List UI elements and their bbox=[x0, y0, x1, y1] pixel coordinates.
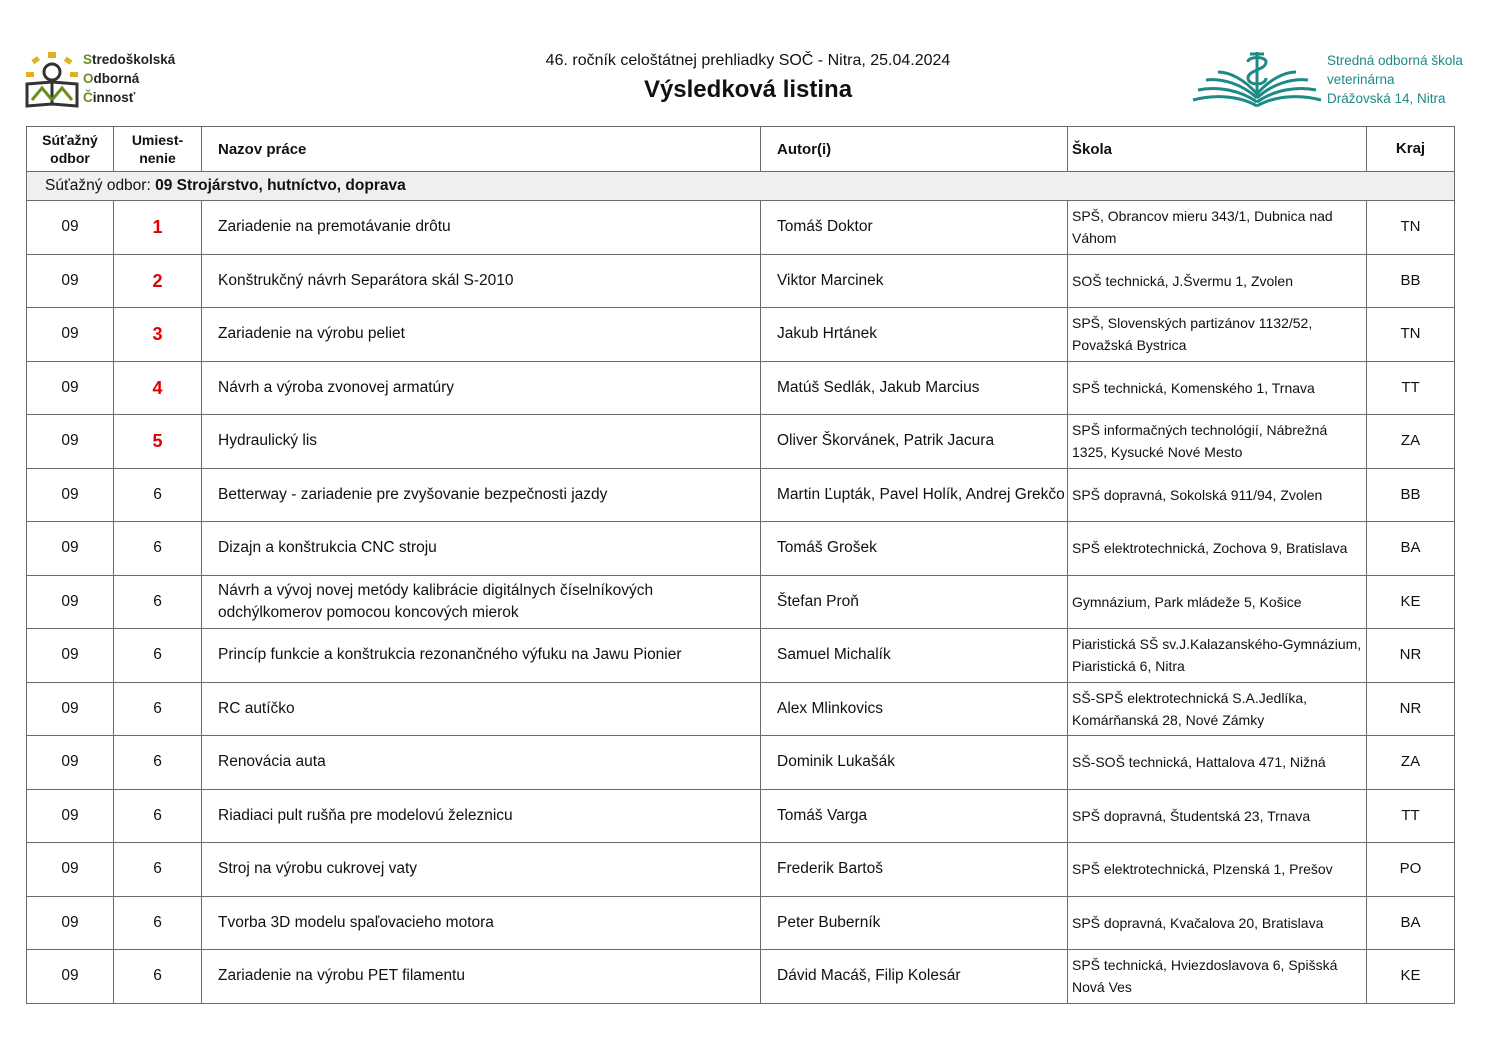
cell-kraj: TN bbox=[1367, 201, 1455, 255]
cell-odbor: 09 bbox=[27, 575, 114, 629]
cell-odbor: 09 bbox=[27, 629, 114, 683]
cell-nazov: Hydraulický lis bbox=[202, 415, 761, 469]
school-logo-line-2: veterinárna bbox=[1327, 72, 1395, 87]
cell-kraj: TN bbox=[1367, 308, 1455, 362]
cell-umiestnenie: 6 bbox=[114, 522, 202, 576]
cell-odbor: 09 bbox=[27, 415, 114, 469]
cell-odbor: 09 bbox=[27, 308, 114, 362]
results-table bbox=[26, 126, 1455, 1004]
cell-umiestnenie: 4 bbox=[114, 361, 202, 415]
cell-odbor: 09 bbox=[27, 254, 114, 308]
table-row bbox=[27, 468, 1455, 522]
cell-umiestnenie: 6 bbox=[114, 950, 202, 1004]
cell-autor: Tomáš Grošek bbox=[761, 522, 1068, 576]
header-autor: Autor(i) bbox=[761, 127, 1068, 172]
table-row bbox=[27, 361, 1455, 415]
cell-umiestnenie: 6 bbox=[114, 736, 202, 790]
school-logo-line-3: Drážovská 14, Nitra bbox=[1327, 91, 1446, 106]
cell-nazov: Zariadenie na výrobu peliet bbox=[202, 308, 761, 362]
logo-line-2: Odborná bbox=[83, 71, 140, 86]
cell-odbor: 09 bbox=[27, 843, 114, 897]
group-row bbox=[27, 172, 1455, 201]
cell-odbor: 09 bbox=[27, 950, 114, 1004]
cell-umiestnenie: 6 bbox=[114, 789, 202, 843]
cell-odbor: 09 bbox=[27, 468, 114, 522]
table-row bbox=[27, 896, 1455, 950]
cell-odbor: 09 bbox=[27, 522, 114, 576]
cell-skola: SOŠ technická, J.Švermu 1, Zvolen bbox=[1068, 254, 1367, 308]
cell-autor: Štefan Proň bbox=[761, 575, 1068, 629]
table-row bbox=[27, 736, 1455, 790]
cell-kraj: ZA bbox=[1367, 736, 1455, 790]
cell-nazov: Renovácia auta bbox=[202, 736, 761, 790]
cell-umiestnenie: 3 bbox=[114, 308, 202, 362]
cell-skola: Gymnázium, Park mládeže 5, Košice bbox=[1068, 575, 1367, 629]
cell-nazov: Riadiaci pult rušňa pre modelovú železnicu bbox=[202, 789, 761, 843]
cell-umiestnenie: 5 bbox=[114, 415, 202, 469]
cell-nazov: Stroj na výrobu cukrovej vaty bbox=[202, 843, 761, 897]
cell-umiestnenie: 6 bbox=[114, 468, 202, 522]
table-row bbox=[27, 522, 1455, 576]
header-nazov: Nazov práce bbox=[202, 127, 761, 172]
cell-kraj: BA bbox=[1367, 522, 1455, 576]
cell-autor: Oliver Škorvánek, Patrik Jacura bbox=[761, 415, 1068, 469]
cell-nazov: Návrh a výroba zvonovej armatúry bbox=[202, 361, 761, 415]
cell-autor: Viktor Marcinek bbox=[761, 254, 1068, 308]
cell-nazov: Tvorba 3D modelu spaľovacieho motora bbox=[202, 896, 761, 950]
logo-line-1: Stredoškolská bbox=[83, 52, 176, 67]
table-row bbox=[27, 415, 1455, 469]
cell-umiestnenie: 1 bbox=[114, 201, 202, 255]
soc-logo bbox=[24, 48, 194, 110]
cell-odbor: 09 bbox=[27, 361, 114, 415]
cell-skola: SPŠ technická, Hviezdoslavova 6, Spišská Nová Ves bbox=[1068, 950, 1367, 1004]
cell-kraj: PO bbox=[1367, 843, 1455, 897]
document-header bbox=[450, 52, 1046, 104]
table-header-row bbox=[27, 127, 1455, 172]
school-logo-line-1: Stredná odborná škola bbox=[1327, 53, 1463, 68]
table-row bbox=[27, 789, 1455, 843]
cell-autor: Martin Ľupták, Pavel Holík, Andrej Grekčo bbox=[761, 468, 1068, 522]
cell-skola: SPŠ, Obrancov mieru 343/1, Dubnica nad Váhom bbox=[1068, 201, 1367, 255]
table-row bbox=[27, 308, 1455, 362]
cell-autor: Alex Mlinkovics bbox=[761, 682, 1068, 736]
table-row bbox=[27, 575, 1455, 629]
cell-umiestnenie: 6 bbox=[114, 682, 202, 736]
cell-kraj: NR bbox=[1367, 629, 1455, 683]
cell-nazov: Zariadenie na výrobu PET filamentu bbox=[202, 950, 761, 1004]
cell-skola: SPŠ dopravná, Študentská 23, Trnava bbox=[1068, 789, 1367, 843]
cell-odbor: 09 bbox=[27, 682, 114, 736]
document-title: Výsledková listina bbox=[643, 76, 853, 103]
table-row bbox=[27, 201, 1455, 255]
cell-nazov: Návrh a vývoj novej metódy kalibrácie digitálnych číselníkových odchýlkomerov pomocou koncových mierok bbox=[202, 575, 761, 629]
cell-autor: Dominik Lukašák bbox=[761, 736, 1068, 790]
cell-skola: SPŠ dopravná, Sokolská 911/94, Zvolen bbox=[1068, 468, 1367, 522]
cell-umiestnenie: 6 bbox=[114, 843, 202, 897]
cell-autor: Tomáš Varga bbox=[761, 789, 1068, 843]
cell-kraj: KE bbox=[1367, 575, 1455, 629]
header-kraj: Kraj bbox=[1367, 127, 1455, 172]
cell-autor: Matúš Sedlák, Jakub Marcius bbox=[761, 361, 1068, 415]
cell-skola: SPŠ elektrotechnická, Plzenská 1, Prešov bbox=[1068, 843, 1367, 897]
cell-nazov: Princíp funkcie a konštrukcia rezonančného výfuku na Jawu Pionier bbox=[202, 629, 761, 683]
cell-skola: SPŠ technická, Komenského 1, Trnava bbox=[1068, 361, 1367, 415]
header-skola: Škola bbox=[1068, 127, 1367, 172]
veterinary-book-icon bbox=[1190, 48, 1324, 112]
soc-emblem-icon bbox=[24, 48, 80, 110]
header-umiestnenie: Umiest- nenie bbox=[114, 127, 202, 172]
cell-skola: SPŠ dopravná, Kvačalova 20, Bratislava bbox=[1068, 896, 1367, 950]
cell-kraj: BB bbox=[1367, 468, 1455, 522]
cell-umiestnenie: 6 bbox=[114, 575, 202, 629]
school-logo bbox=[1190, 48, 1475, 112]
cell-autor: Peter Buberník bbox=[761, 896, 1068, 950]
cell-nazov: Betterway - zariadenie pre zvyšovanie bezpečnosti jazdy bbox=[202, 468, 761, 522]
cell-skola: Piaristická SŠ sv.J.Kalazanského-Gymnázium, Piaristická 6, Nitra bbox=[1068, 629, 1367, 683]
document-subtitle: 46. ročník celoštátnej prehliadky SOČ - Nitra, 25.04.2024 bbox=[545, 52, 951, 69]
table-row bbox=[27, 682, 1455, 736]
cell-nazov: RC autíčko bbox=[202, 682, 761, 736]
cell-autor: Dávid Macáš, Filip Kolesár bbox=[761, 950, 1068, 1004]
table-row bbox=[27, 254, 1455, 308]
cell-autor: Frederik Bartoš bbox=[761, 843, 1068, 897]
cell-kraj: BB bbox=[1367, 254, 1455, 308]
cell-kraj: KE bbox=[1367, 950, 1455, 1004]
group-label: Súťažný odbor: 09 Strojárstvo, hutníctvo, doprava bbox=[27, 172, 1455, 201]
table-row bbox=[27, 629, 1455, 683]
cell-kraj: ZA bbox=[1367, 415, 1455, 469]
cell-autor: Jakub Hrtánek bbox=[761, 308, 1068, 362]
cell-skola: SŠ-SPŠ elektrotechnická S.A.Jedlíka, Komárňanská 28, Nové Zámky bbox=[1068, 682, 1367, 736]
cell-odbor: 09 bbox=[27, 896, 114, 950]
cell-nazov: Dizajn a konštrukcia CNC stroju bbox=[202, 522, 761, 576]
cell-odbor: 09 bbox=[27, 789, 114, 843]
cell-umiestnenie: 6 bbox=[114, 896, 202, 950]
cell-nazov: Zariadenie na premotávanie drôtu bbox=[202, 201, 761, 255]
cell-skola: SPŠ elektrotechnická, Zochova 9, Bratislava bbox=[1068, 522, 1367, 576]
cell-kraj: TT bbox=[1367, 361, 1455, 415]
cell-skola: SŠ-SOŠ technická, Hattalova 471, Nižná bbox=[1068, 736, 1367, 790]
cell-autor: Tomáš Doktor bbox=[761, 201, 1068, 255]
cell-kraj: BA bbox=[1367, 896, 1455, 950]
cell-nazov: Konštrukčný návrh Separátora skál S-2010 bbox=[202, 254, 761, 308]
cell-umiestnenie: 6 bbox=[114, 629, 202, 683]
cell-umiestnenie: 2 bbox=[114, 254, 202, 308]
table-row bbox=[27, 950, 1455, 1004]
cell-autor: Samuel Michalík bbox=[761, 629, 1068, 683]
cell-odbor: 09 bbox=[27, 201, 114, 255]
cell-skola: SPŠ informačných technológií, Nábrežná 1325, Kysucké Nové Mesto bbox=[1068, 415, 1367, 469]
cell-kraj: TT bbox=[1367, 789, 1455, 843]
cell-kraj: NR bbox=[1367, 682, 1455, 736]
table-row bbox=[27, 843, 1455, 897]
cell-skola: SPŠ, Slovenských partizánov 1132/52, Považská Bystrica bbox=[1068, 308, 1367, 362]
header-odbor: Súťažný odbor bbox=[27, 127, 114, 172]
logo-line-3: Činnosť bbox=[83, 90, 136, 105]
cell-odbor: 09 bbox=[27, 736, 114, 790]
